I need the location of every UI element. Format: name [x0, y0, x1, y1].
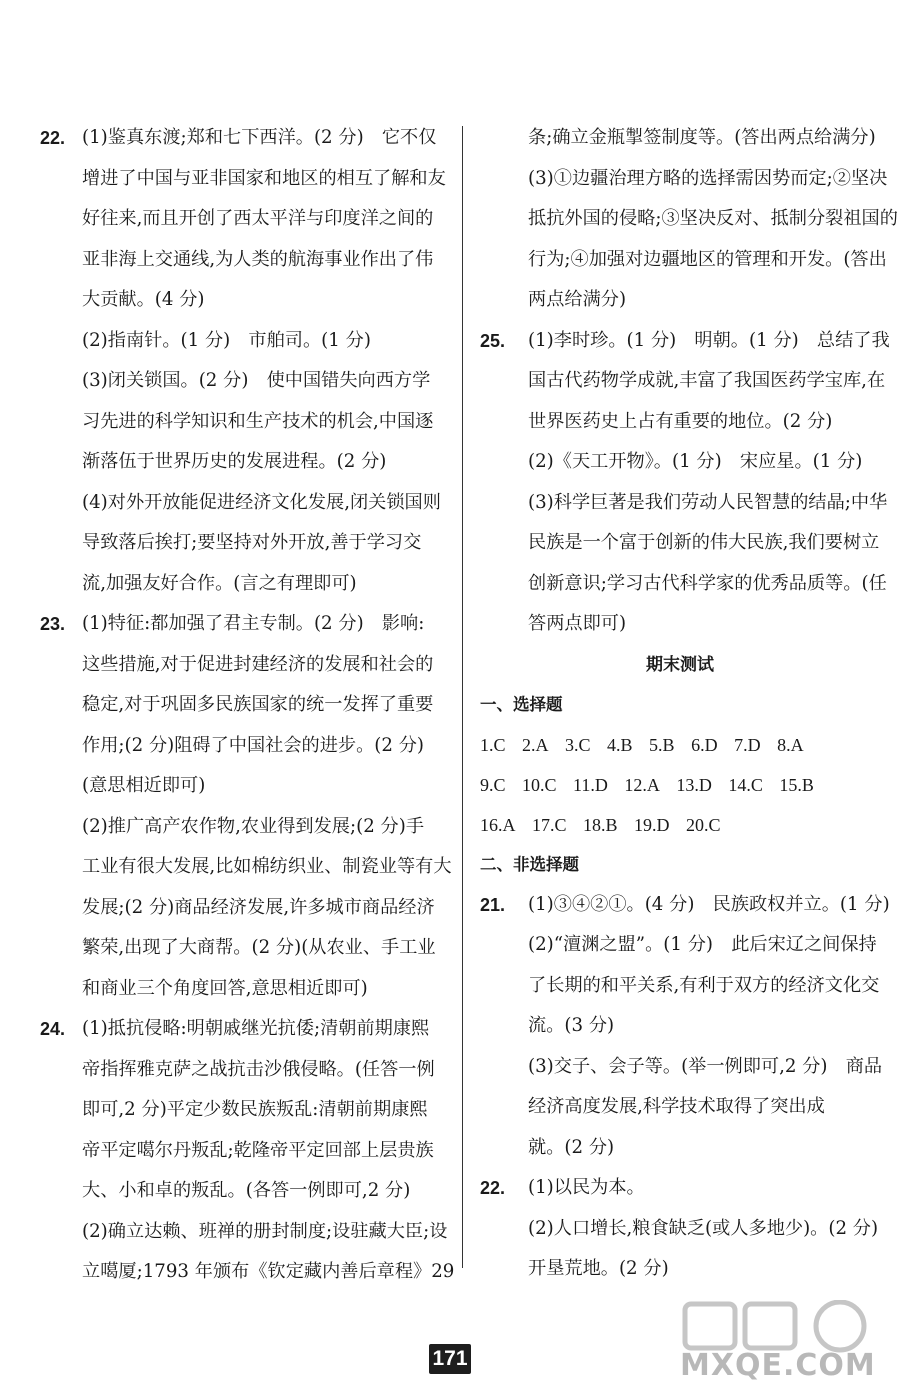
choice-answer: 2.A	[522, 734, 549, 755]
answer-line: 这些措施,对于促进封建经济的发展和社会的	[82, 653, 434, 675]
column-divider	[462, 126, 463, 1268]
choice-answer: 12.A	[624, 774, 660, 795]
answer-line: 帝指挥雅克萨之战抗击沙俄侵略。(任答一例	[82, 1058, 435, 1080]
answer-row	[480, 765, 880, 805]
answer-line: 抵抗外国的侵略;③坚决反对、抵制分裂祖国的	[528, 208, 898, 229]
answer-line: (2)人口增长,粮食缺乏(或人多地少)。(2 分)	[528, 1217, 879, 1239]
answer-line: 21. (1)③④②①。(4 分) 民族政权并立。(1 分)	[480, 885, 880, 926]
question-number: 24.	[40, 1019, 66, 1039]
question-number: 21.	[480, 894, 506, 915]
watermark-text: MXQE.COM	[680, 1348, 876, 1383]
choice-answer: 13.D	[676, 774, 712, 795]
answer-line: (2)指南针。(1 分) 市舶司。(1 分)	[82, 329, 371, 351]
right-column	[480, 118, 898, 1290]
answer-line: 好往来,而且开创了西太平洋与印度洋之间的	[82, 208, 434, 229]
answer-line: 即可,2 分)平定少数民族叛乱:清朝前期康熙	[82, 1099, 428, 1120]
choice-answer: 18.B	[583, 814, 618, 835]
question-number: 22.	[480, 1178, 506, 1198]
answer-line: 流。(3 分)	[528, 1015, 615, 1036]
answer-line: (3)闭关锁国。(2 分) 使中国错失向西方学	[82, 370, 431, 391]
answer-line: 世界医药史上占有重要的地位。(2 分)	[528, 410, 833, 432]
answer-line: 作用;(2 分)阻碍了中国社会的进步。(2 分)	[82, 734, 425, 756]
answer-line: (意思相近即可)	[82, 775, 206, 796]
answer-line: 发展;(2 分)商品经济发展,许多城市商品经济	[82, 896, 435, 918]
answer-line: (2)《天工开物》。(1 分) 宋应星。(1 分)	[528, 451, 863, 472]
question-number: 22.	[40, 128, 66, 148]
answer-line: (2)“澶渊之盟”。(1 分) 此后宋辽之间保持	[528, 934, 877, 955]
answer-line: 稳定,对于巩固多民族国家的统一发挥了重要	[82, 694, 434, 715]
choice-answer: 5.B	[649, 734, 675, 755]
question-number: 23.	[40, 614, 66, 634]
answer-line: (2)推广高产农作物,农业得到发展;(2 分)手	[82, 815, 425, 837]
page-number: 171	[429, 1344, 471, 1374]
question-number: 25.	[480, 330, 506, 351]
answer-line: 渐落伍于世界历史的发展进程。(2 分)	[82, 451, 387, 472]
answer-line: 导致落后挨打;要坚持对外开放,善于学习交	[82, 532, 422, 553]
answer-line: 亚非海上交通线,为人类的航海事业作出了伟	[82, 248, 434, 270]
answer-line: 和商业三个角度回答,意思相近即可)	[82, 977, 368, 999]
question-22	[26, 118, 444, 604]
answer-line: 答两点即可)	[528, 613, 627, 634]
answer-line: 工业有很大发展,比如棉纺织业、制瓷业等有大	[82, 856, 452, 877]
answer-line: (3)①边疆治理方略的选择需因势而定;②坚决	[528, 167, 888, 189]
answer-line: (4)对外开放能促进经济文化发展,闭关锁国则	[82, 491, 441, 513]
answer-line: 创新意识;学习古代科学家的优秀品质等。(任	[528, 572, 887, 594]
answer-line: 两点给满分)	[528, 289, 627, 310]
choice-answer: 17.C	[532, 814, 567, 835]
answer-line: 国古代药物学成就,丰富了我国医药学宝库,在	[528, 370, 886, 391]
choice-answer: 15.B	[779, 774, 814, 795]
answer-line: 行为;④加强对边疆地区的管理和开发。(答出	[528, 248, 887, 270]
answer-line: (3)科学巨著是我们劳动人民智慧的结晶;中华	[528, 491, 888, 513]
section-heading: 一、选择题	[480, 694, 563, 714]
answer-line: 大贡献。(4 分)	[82, 289, 205, 310]
final-question-22	[480, 1168, 880, 1290]
choice-answer: 9.C	[480, 774, 506, 795]
answer-line: 条;确立金瓶掣签制度等。(答出两点给满分)	[528, 127, 876, 148]
question-24	[26, 1009, 455, 1293]
choice-answer: 19.D	[634, 814, 670, 835]
section-heading: 二、非选择题	[480, 854, 579, 874]
answer-line: 大、小和卓的叛乱。(各答一例即可,2 分)	[82, 1180, 411, 1201]
answer-line: 22. (1)以民为本。	[480, 1168, 880, 1209]
answer-line: 23. (1)特征:都加强了君主专制。(2 分) 影响:	[26, 604, 444, 645]
answer-line: 了长期的和平关系,有利于双方的经济文化交	[528, 974, 880, 996]
section-title: 期末测试	[646, 654, 714, 675]
answer-line: 繁荣,出现了大商帮。(2 分)(从农业、手工业	[82, 937, 436, 958]
answer-line: 民族是一个富于创新的伟大民族,我们要树立	[528, 532, 880, 553]
left-column	[26, 118, 455, 1293]
answer-line: 25. (1)李时珍。(1 分) 明朝。(1 分) 总结了我	[480, 321, 880, 362]
choice-answer: 7.D	[734, 734, 761, 755]
answer-line: 经济高度发展,科学技术取得了突出成	[528, 1096, 825, 1117]
answer-row	[480, 805, 880, 845]
answer-line: 22. (1)鉴真东渡;郑和七下西洋。(2 分) 它不仅	[26, 118, 444, 159]
answer-line: 就。(2 分)	[528, 1136, 615, 1158]
answer-line: (3)交子、会子等。(举一例即可,2 分) 商品	[528, 1055, 883, 1077]
answer-line: 开垦荒地。(2 分)	[528, 1258, 669, 1279]
choice-answer: 10.C	[522, 774, 557, 795]
choice-answer: 14.C	[728, 774, 763, 795]
choice-answer: 8.A	[777, 734, 804, 755]
answer-line: 24. (1)抵抗侵略:明朝戚继光抗倭;清朝前期康熙	[26, 1009, 444, 1050]
answer-row	[480, 725, 880, 765]
choice-answer: 20.C	[686, 814, 721, 835]
choice-answer: 3.C	[565, 734, 591, 755]
answer-line: 帝平定噶尔丹叛乱;乾隆帝平定回部上层贵族	[82, 1139, 434, 1161]
answer-line: 流,加强友好合作。(言之有理即可)	[82, 572, 357, 594]
answer-line: 立噶厦;1793 年颁布《钦定藏内善后章程》29	[82, 1261, 455, 1282]
question-23	[26, 604, 452, 1009]
answer-line: 增进了中国与亚非国家和地区的相互了解和友	[82, 167, 446, 189]
question-24-continued	[480, 118, 898, 321]
answer-line: 习先进的科学知识和生产技术的机会,中国逐	[82, 410, 434, 432]
question-25	[480, 321, 890, 645]
final-test-section	[480, 645, 890, 1290]
choice-answer: 11.D	[573, 774, 608, 795]
final-question-21	[480, 885, 890, 1169]
choice-answer: 16.A	[480, 814, 516, 835]
choice-answer: 1.C	[480, 734, 506, 755]
choice-answer: 6.D	[691, 734, 718, 755]
answer-line: (2)确立达赖、班禅的册封制度;设驻藏大臣;设	[82, 1220, 448, 1242]
choice-answer: 4.B	[607, 734, 633, 755]
